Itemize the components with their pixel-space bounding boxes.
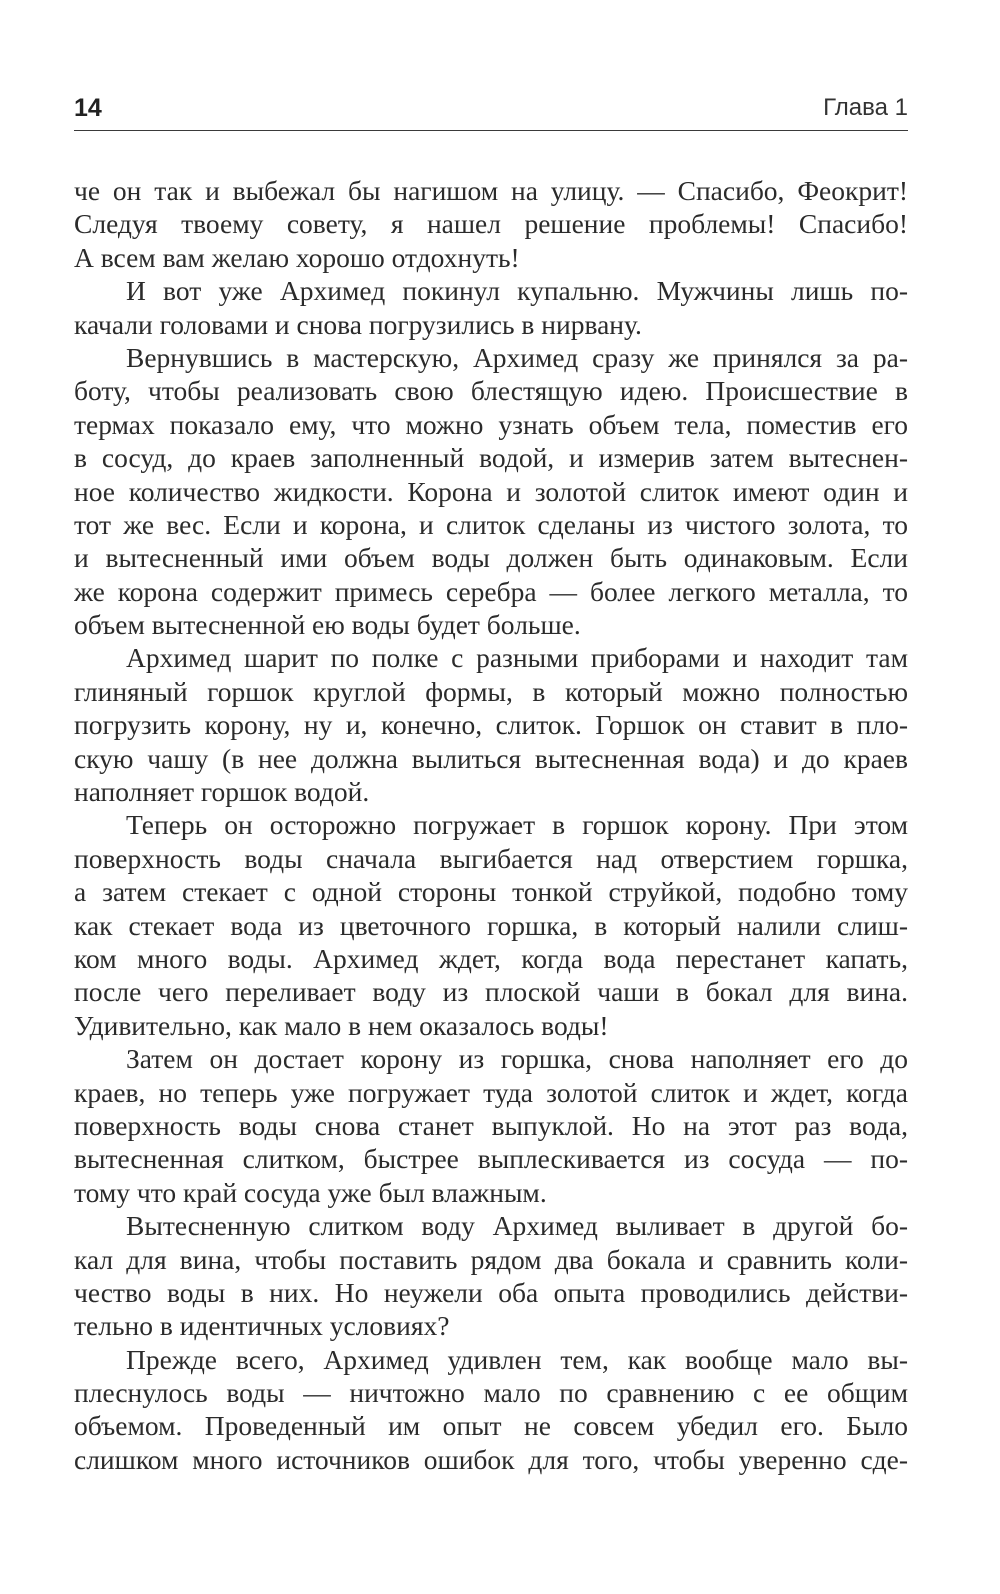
text-line: тельно в идентичных условиях? [74, 1310, 450, 1342]
text-line: объемом. Проведенный им опыт не совсем убедил его. Было [74, 1410, 908, 1442]
text-line: и вытесненный ими объем воды должен быть одинаковым. Если [74, 542, 908, 574]
text-line: че он так и выбежал бы нагишом на улицу. — Спасибо, Феокрит! [74, 175, 908, 206]
paragraph [74, 341, 908, 642]
text-line: качали головами и снова погрузились в нирвану. [74, 308, 642, 340]
text-line: Следуя твоему совету, я нашел решение проблемы! Спасибо! [74, 208, 908, 240]
text-line: объем вытесненной ею воды будет больше. [74, 609, 581, 641]
text-line: Прежде всего, Архимед удивлен тем, как вообще мало вы- [126, 1343, 908, 1375]
paragraph [74, 1209, 908, 1343]
paragraph [74, 174, 908, 274]
text-line: Вытесненную слитком воду Архимед выливает в другой бо- [126, 1210, 908, 1242]
text-line: Вернувшись в мастерскую, Архимед сразу же принялся за ра- [126, 341, 908, 373]
paragraph [74, 1343, 908, 1477]
text-line: глиняный горшок круглой формы, в который можно полностью [74, 675, 908, 707]
text-line: А всем вам желаю хорошо отдохнуть! [74, 241, 520, 273]
text-line: в сосуд, до краев заполненный водой, и измерив затем вытеснен- [74, 442, 908, 474]
text-line: а затем стекает с одной стороны тонкой струйкой, подобно тому [74, 876, 908, 908]
text-line: термах показало ему, что можно узнать объем тела, поместив его [74, 408, 908, 440]
paragraph [74, 808, 908, 1042]
text-line: как стекает вода из цветочного горшка, в который налили слиш- [74, 909, 908, 941]
text-line: чество воды в них. Но неужели оба опыта проводились действи- [74, 1276, 908, 1308]
text-line: кал для вина, чтобы поставить рядом два бокала и сравнить коли- [74, 1243, 908, 1275]
text-line: боту, чтобы реализовать свою блестящую идею. Происшествие в [74, 375, 908, 407]
paragraph [74, 641, 908, 808]
text-line: слишком много источников ошибок для того, чтобы уверенно сде- [74, 1443, 908, 1475]
text-line: тому что край сосуда уже был влажным. [74, 1176, 547, 1208]
text-line: после чего переливает воду из плоской чаши в бокал для вина. [74, 976, 908, 1008]
text-line: наполняет горшок водой. [74, 776, 370, 808]
page-number: 14 [74, 94, 102, 122]
book-page [74, 0, 908, 1594]
text-line: же корона содержит примесь серебра — более легкого металла, то [74, 575, 908, 607]
body-text [74, 174, 908, 1476]
text-line: вытесненная слитком, быстрее выплескивается из сосуда — по- [74, 1143, 908, 1175]
text-line: поверхность воды снова станет выпуклой. Но на этот раз вода, [74, 1109, 908, 1141]
text-line: Удивительно, как мало в нем оказалось воды! [74, 1009, 609, 1041]
paragraph [74, 274, 908, 341]
running-header [74, 92, 908, 131]
paragraph [74, 1042, 908, 1209]
text-line: ное количество жидкости. Корона и золотой слиток имеют один и [74, 475, 908, 507]
text-line: Архимед шарит по полке с разными приборами и находит там [126, 642, 908, 674]
chapter-title: Глава 1 [823, 94, 908, 121]
text-line: плеснулось воды — ничтожно мало по сравнению с ее общим [74, 1377, 908, 1409]
text-line: краев, но теперь уже погружает туда золотой слиток и ждет, когда [74, 1076, 908, 1108]
text-line: И вот уже Архимед покинул купальню. Мужчины лишь по- [126, 275, 908, 307]
text-line: тот же вес. Если и корона, и слиток сделаны из чистого золота, то [74, 508, 908, 540]
text-line: поверхность воды сначала выгибается над отверстием горшка, [74, 842, 908, 874]
text-line: ком много воды. Архимед ждет, когда вода перестанет капать, [74, 942, 908, 974]
text-line: Теперь он осторожно погружает в горшок корону. При этом [126, 809, 908, 841]
text-line: скую чашу (в нее должна вылиться вытесненная вода) и до краев [74, 742, 908, 774]
text-line: погрузить корону, ну и, конечно, слиток. Горшок он ставит в пло- [74, 709, 908, 741]
text-line: Затем он достает корону из горшка, снова наполняет его до [126, 1043, 908, 1075]
